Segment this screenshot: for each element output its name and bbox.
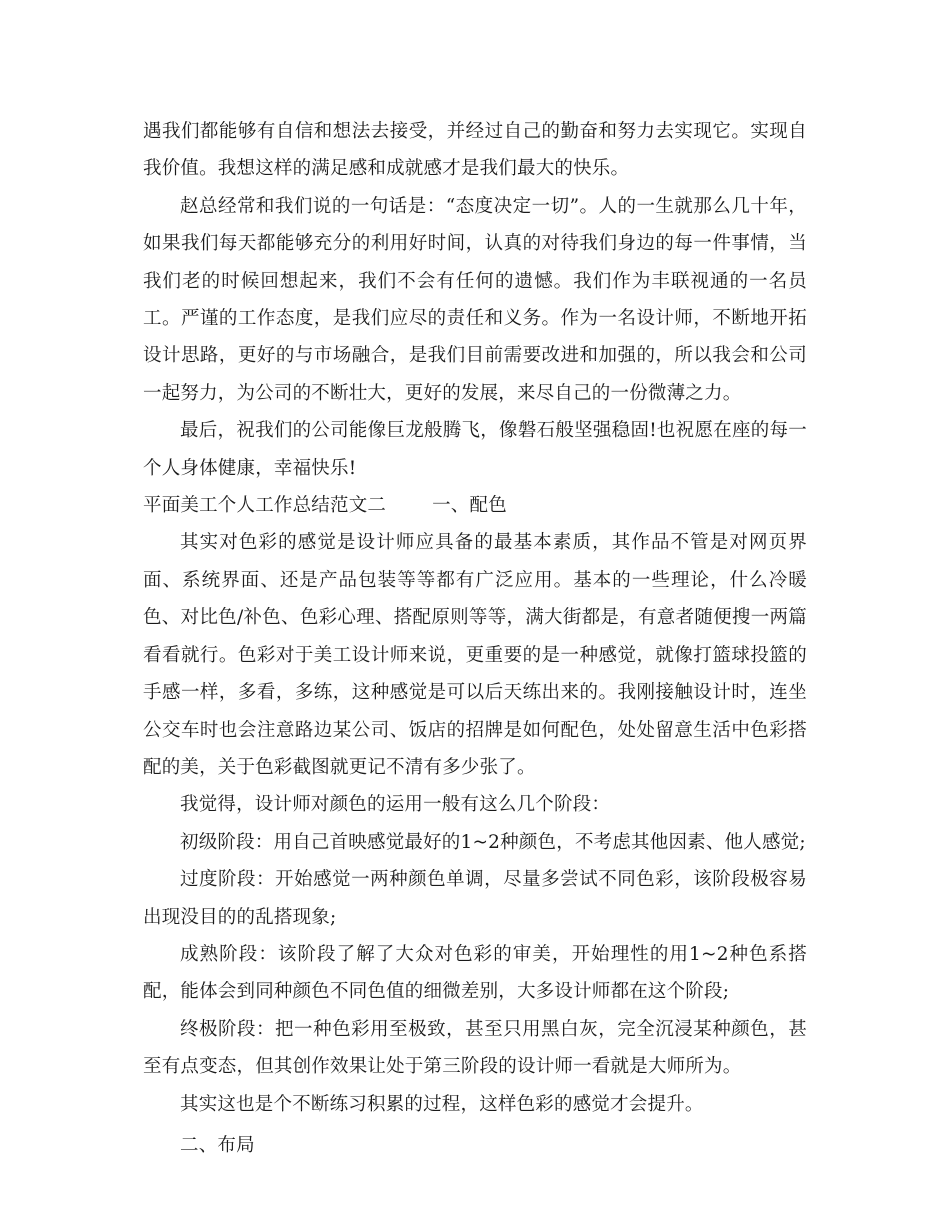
document-body <box>143 113 807 1164</box>
paragraph-closing-wishes: 最后，祝我们的公司能像巨龙般腾飞，像磐石般坚强稳固!也祝愿在座的每一个人身体健康，幸福快乐! <box>143 420 807 479</box>
paragraph-practice: 其实这也是个不断练习积累的过程，这样色彩的感觉才会提升。 <box>180 1093 704 1115</box>
paragraph-continuation: 遇我们都能够有自信和想法去接受，并经过自己的勤奋和努力去实现它。实现自我价值。我想这样的满足感和成就感才是我们最大的快乐。 <box>143 121 807 180</box>
section-heading-layout: 二、布局 <box>180 1134 255 1156</box>
paragraph-stage-ultimate: 终极阶段：把一种色彩用至极致，甚至只用黑白灰，完全沉浸某种颜色，甚至有点变态，但其创作效果让处于第三阶段的设计师一看就是大师所为。 <box>143 1018 807 1078</box>
paragraph-stage-transition: 过度阶段：开始感觉一两种颜色单调，尽量多尝试不同色彩，该阶段极容易出现没目的的乱搭现象; <box>143 869 807 928</box>
paragraph-color-sense: 其实对色彩的感觉是设计师应具备的最基本素质，其作品不管是对网页界面、系统界面、还是产品包装等等都有广泛应用。基本的一些理论，什么冷暖色、对比色/补色、色彩心理、搭配原则等等，满大街都是，有意者随便搜一两篇看看就行。色彩对于美工设计师来说，更重要的是一种感觉，就像打篮球投篮的手感一样，多看，多练，这种感觉是可以后天练出来的。我刚接触设计时，连坐公交车时也会注意路边某公司、饭店的招牌是如何配色，处处留意生活中色彩搭配的美，关于色彩截图就更记不清有多少张了。 <box>143 532 807 778</box>
paragraph-stages-intro: 我觉得，设计师对颜色的运用一般有这么几个阶段： <box>180 794 611 816</box>
paragraph-stage-mature: 成熟阶段：该阶段了解了大众对色彩的审美，开始理性的用1~2种色系搭配，能体会到同种颜色不同色值的细微差别，大多设计师都在这个阶段; <box>143 943 807 1003</box>
paragraph-stage-beginner: 初级阶段：用自己首映感觉最好的1~2种颜色，不考虑其他因素、他人感觉; <box>180 831 806 853</box>
section-heading-color: 一、配色 <box>432 495 507 517</box>
paragraph-attitude: 赵总经常和我们说的一句话是：“态度决定一切”。人的一生就那么几十年，如果我们每天都能够充分的利用好时间，认真的对待我们身边的每一件事情，当我们老的时候回想起来，我们不会有任何的遗憾。我们作为丰联视通的一名员工。严谨的工作态度，是我们应尽的责任和义务。作为一名设计师，不断地开拓设计思路，更好的与市场融合，是我们目前需要改进和加强的，所以我会和公司一起努力，为公司的不断壮大，更好的发展，来尽自己的一份微薄之力。 <box>143 195 807 404</box>
title-line <box>143 487 807 524</box>
document-title: 平面美工个人工作总结范文二 <box>143 495 387 517</box>
